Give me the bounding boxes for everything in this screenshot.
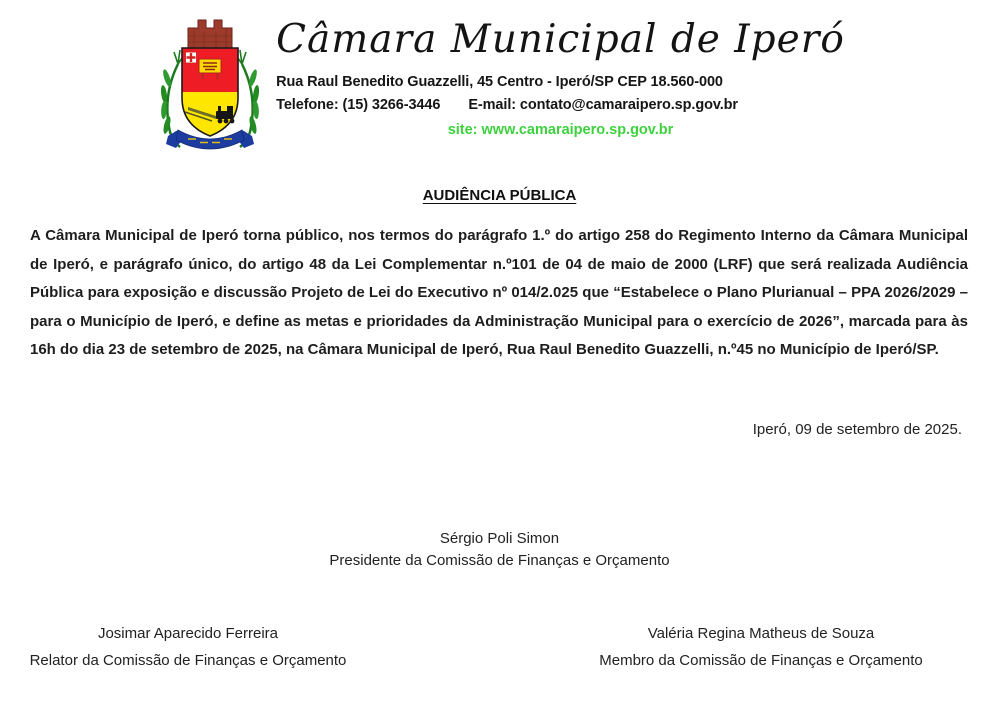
org-name: Câmara Municipal de Iperó: [276, 17, 845, 62]
signature-name: Valéria Regina Matheus de Souza: [647, 625, 875, 642]
signature-relator: [28, 620, 348, 674]
mural-crown-icon: [188, 20, 232, 48]
body-paragraph: A Câmara Municipal de Iperó torna público, nos termos do parágrafo 1.º do artigo 258 do Regimento Interno da Câmara Municipal de Iperó, e parágrafo único, do artigo 48 da Lei Complementar n.º101 de 04 de maio de 2000 (LRF) que será realizada Audiência Pública para exposição e discussão Projeto de Lei do Executivo nº 014/2.025 que “Estabelece o Plano Plurianual – PPA 2026/2029 – para o Município de Iperó, e define as metas e prioridades da Administração Municipal para o exercício de 2026”, marcada para às 16h do dia 23 de setembro de 2025, na Câmara Municipal de Iperó, Rua Raul Benedito Guazzelli, n.º45 no Município de Iperó/SP.: [30, 227, 968, 359]
signature-name: Sérgio Poli Simon: [439, 530, 560, 547]
letterhead-text: [276, 12, 845, 138]
letterhead: [0, 12, 999, 162]
dateline: Iperó, 09 de setembro de 2025.: [752, 421, 962, 438]
signature-role: Relator da Comissão de Finanças e Orçamento: [29, 652, 347, 669]
contact-line: [276, 94, 845, 117]
signature-name: Josimar Aparecido Ferreira: [97, 625, 279, 642]
shield-icon: [182, 48, 238, 136]
address-block: [276, 71, 845, 117]
email-label: E-mail: contato@camaraipero.sp.gov.br: [468, 97, 738, 113]
coat-of-arms: [154, 12, 266, 162]
address-line: Rua Raul Benedito Guazzelli, 45 Centro - Iperó/SP CEP 18.560-000: [276, 74, 723, 90]
signature-role: Membro da Comissão de Finanças e Orçamento: [599, 652, 923, 669]
signature-president: [0, 528, 999, 572]
phone-label: Telefone: (15) 3266-3446: [276, 97, 441, 113]
coat-of-arms-graphic: [154, 12, 266, 162]
website-label: site: www.camaraipero.sp.gov.br: [447, 122, 674, 138]
signature-member: [598, 620, 924, 674]
document-title: AUDIÊNCIA PÚBLICA: [422, 187, 577, 204]
signature-role: Presidente da Comissão de Finanças e Orçamento: [329, 552, 670, 569]
